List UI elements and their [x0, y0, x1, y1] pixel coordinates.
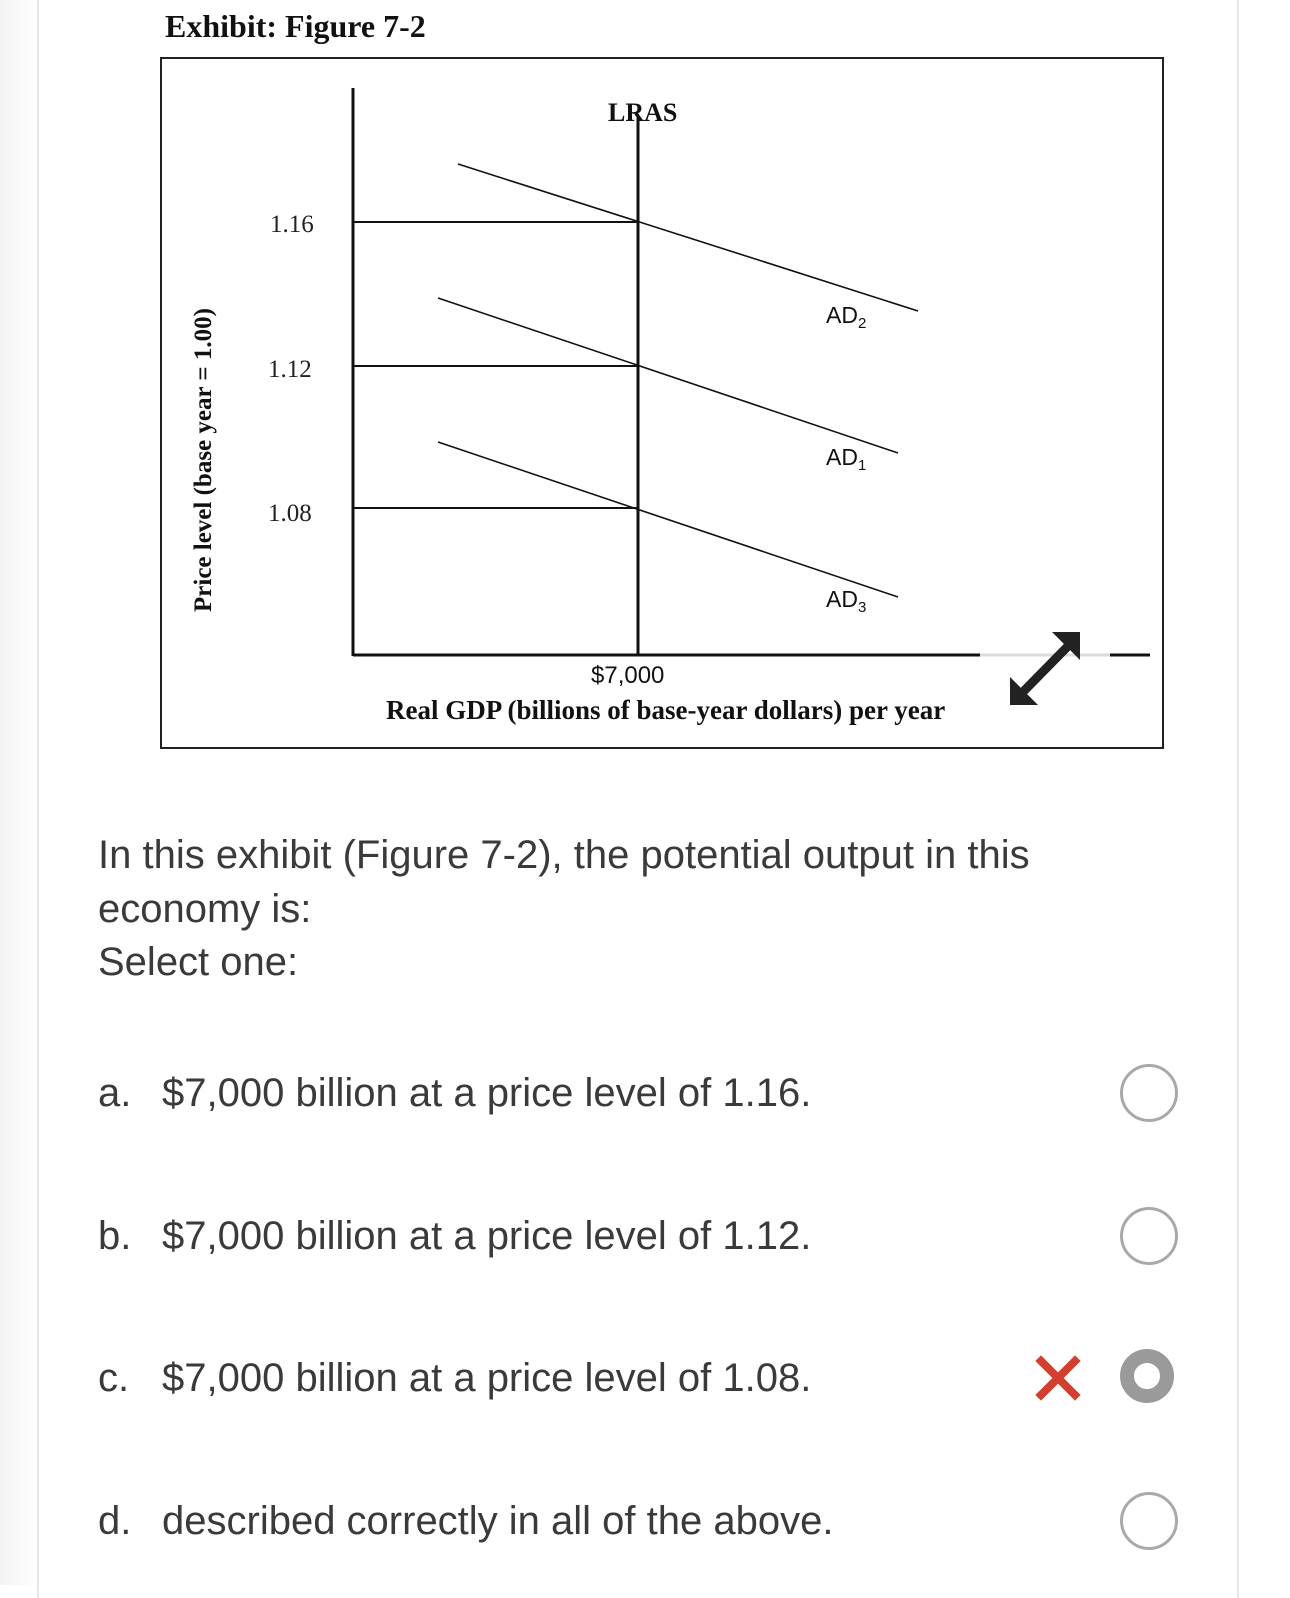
option-letter: a. [98, 1071, 132, 1115]
option-letter: d. [98, 1499, 132, 1543]
radio-button[interactable] [1120, 1064, 1178, 1122]
radio-button[interactable] [1120, 1207, 1178, 1265]
y-tick-label: 1.12 [268, 356, 312, 383]
option-d[interactable] [98, 1486, 1188, 1556]
question-text: In this exhibit (Figure 7-2), the potential output in this economy is: [98, 833, 1030, 931]
incorrect-x-icon [1033, 1353, 1083, 1403]
ad-label-main: AD [826, 302, 858, 328]
lras-label: LRAS [608, 98, 678, 127]
x-axis-label: Real GDP (billions of base-year dollars) per year [386, 695, 946, 725]
option-text: $7,000 billion at a price level of 1.08. [162, 1356, 812, 1400]
ad-label-sub: 3 [857, 599, 867, 616]
y-tick-label: 1.08 [268, 500, 312, 527]
option-a[interactable] [98, 1058, 1188, 1128]
option-letter: c. [98, 1356, 130, 1400]
option-c[interactable] [98, 1343, 1188, 1413]
option-b[interactable] [98, 1201, 1188, 1271]
radio-button-selected[interactable] [1120, 1349, 1174, 1403]
option-text: described correctly in all of the above. [162, 1499, 834, 1543]
y-tick-label: 1.16 [270, 211, 314, 238]
ad-label-main: AD [826, 586, 858, 612]
option-text: $7,000 billion at a price level of 1.12. [162, 1214, 812, 1258]
select-one-prompt: Select one: [98, 940, 299, 984]
option-letter: b. [98, 1214, 132, 1258]
y-axis-label: Price level (base year = 1.00) [190, 308, 217, 612]
figure-7-2-chart [0, 0, 1290, 760]
exhibit-title: Exhibit: Figure 7-2 [165, 8, 426, 44]
ad-label-sub: 1 [857, 457, 867, 474]
ad-label-sub: 2 [857, 315, 867, 332]
option-text: $7,000 billion at a price level of 1.16. [162, 1071, 812, 1115]
x-tick-label: $7,000 [591, 662, 665, 689]
radio-button[interactable] [1120, 1492, 1178, 1550]
expand-icon[interactable] [980, 625, 1110, 715]
ad-label-main: AD [826, 444, 858, 470]
